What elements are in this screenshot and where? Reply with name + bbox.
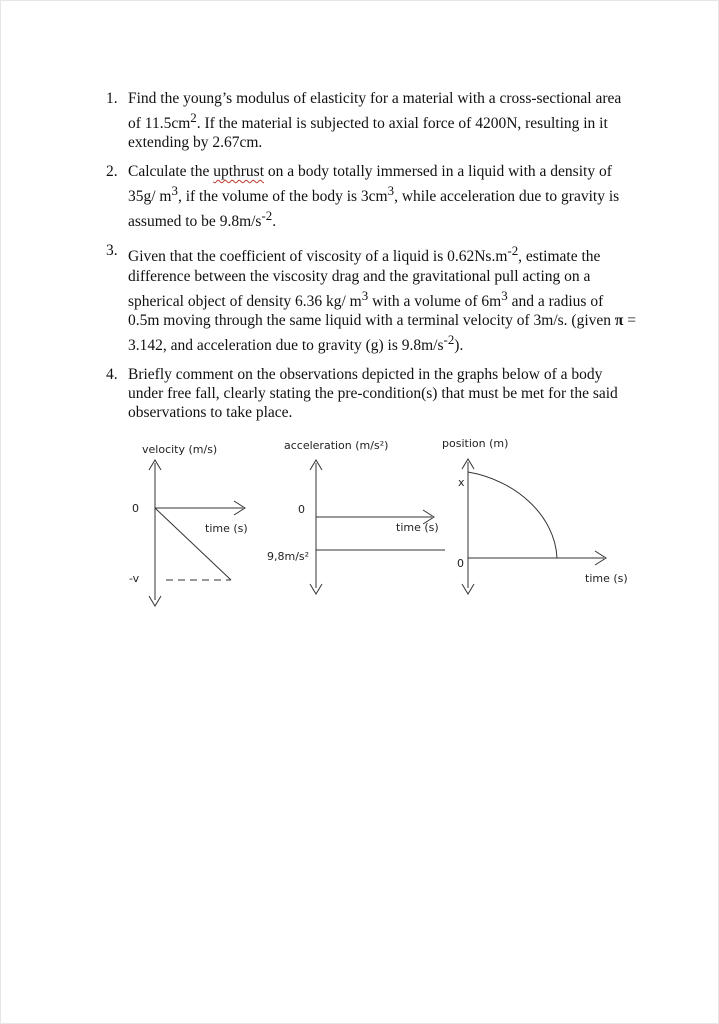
- position-zero-label: 0: [457, 557, 464, 570]
- question-number: 3.: [106, 242, 118, 260]
- velocity-neg-label: -v: [129, 572, 140, 585]
- position-curve: [468, 472, 557, 558]
- acceleration-y-label: acceleration (m/s²): [284, 439, 389, 452]
- question-number: 2.: [106, 163, 118, 181]
- question-text: Briefly comment on the observations depicted in the graphs below of a body under free fall, clearly stating the pre-condition(s) that must be met for the said observations to take place.: [128, 365, 618, 421]
- question-number: 1.: [106, 90, 118, 107]
- velocity-y-label: velocity (m/s): [142, 443, 218, 456]
- acceleration-x-label: time (s): [396, 521, 439, 534]
- question-text: Calculate the upthrust on a body totally immersed in a liquid with a density of 35g/ $m^3$, if the volume of the body is $3cm^3$, while acceleration due to gravity is assumed to be $9.8m/s^{-2}$.: [128, 163, 620, 231]
- question-text: Given that the coefficient of viscosity of a liquid is $0.62Ns.m^{-2}$, estimate the difference between the viscosity drag and the gravitational pull acting on a spherical object of density 6.36 kg/ $m^3$ with a volume of $6m^3$ and a radius of 0.5m moving through the same liquid with a terminal velocity of 3m/s. (given π = 3.142, and acceleration due to gravity (g) is $9.8m/s^{-2}$).: [128, 243, 637, 354]
- velocity-x-label: time (s): [205, 522, 248, 535]
- question-number: 4.: [106, 365, 118, 383]
- velocity-zero-label: 0: [132, 502, 139, 515]
- acceleration-value-label: 9,8m/s²: [267, 550, 310, 563]
- acceleration-zero-label: 0: [298, 503, 305, 516]
- position-top-label: x: [458, 476, 465, 489]
- position-y-label: position (m): [442, 437, 509, 450]
- question-text: Find the young’s modulus of elasticity for a material with a cross-sectional area of $11.5cm^2$. If the material is subjected to axial force of 4200N, resulting in it extending by 2.67cm.: [128, 90, 622, 152]
- velocity-line: [155, 508, 231, 580]
- position-x-label: time (s): [585, 572, 628, 585]
